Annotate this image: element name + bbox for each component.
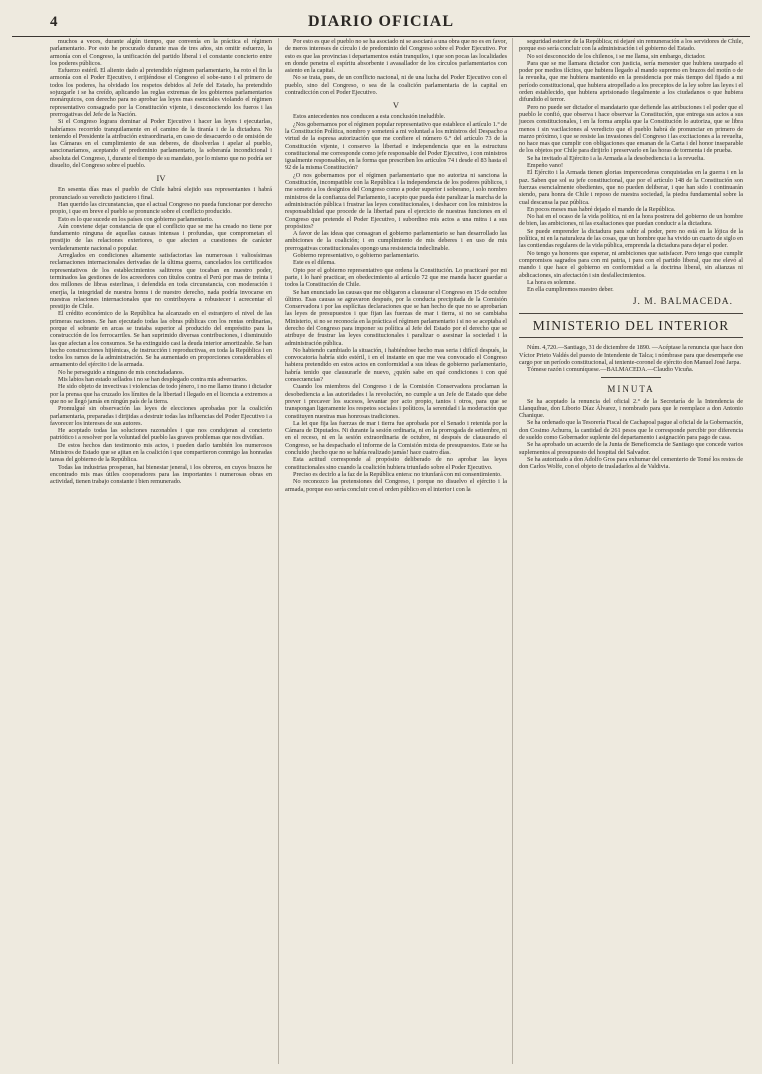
paragraph: Se ha ordenado que la Tesorería Fiscal de Cachapoal pague al oficial de la Gobernación, don Cosimo Achurra, la cantidad de 261 pesos que le corresponde percibir por diferencia de sueldo como Gobernador suplente del departamento i asignación para pago de casa. — [519, 419, 743, 442]
column-1 — [50, 38, 272, 1064]
paragraph: Opto por el gobierno representativo que ordena la Constitución. Lo practicaré por mi parte, i lo haré practicar, en obedecimiento al artículo 72 que me manda hacer guardar a todos la Constitución de Chile. — [285, 266, 507, 289]
paragraph: Estos antecedentes nos conducen a esta conclusión ineludible. — [293, 113, 446, 121]
signature: J. M. BALMACEDA. — [632, 297, 733, 308]
col2-paras — [285, 38, 507, 96]
paragraph: Por esto es que el pueblo no se ha asociado ni se asociará a una obra que no es en favor, de meros intereses de círculo i de predominio del Congreso sobre el Poder Ejecutivo. Por esto es que las provincias i departamentos están tranquilos, i que son pocas las localidades en donde penetra el espíritu absorbente i avasallador de los círculos parlamentarios con asiento en la capital. — [285, 38, 507, 75]
col1-paras — [50, 38, 272, 169]
masthead — [12, 10, 750, 37]
paragraph: Empeño vano! — [527, 162, 564, 170]
paragraph: muchos a veces, durante algún tiempo, que convenía en la práctica el régimen parlamentario. Por esto he procurado durante mas de tres años, sin omitir esfuerzo, la armonía con el Congreso, la unificación del partido liberal i el constante concierto entre los poderes públicos. — [50, 38, 272, 67]
paragraph: A favor de las ideas que consagran el gobierno parlamentario se han desarrollado las ambiciones de la coalición; i en cumplimiento de mis deberes i en uso de mis prerrogativas constitucionales opongo una resistencia indeclinable. — [285, 230, 507, 252]
paragraph: Esto es lo que sucede en los países con gobierno parlamentario. — [58, 215, 214, 223]
paragraph: No habiendo cambiado la situación, i habiéndose hecho mas seria i difícil después, la convocatoria habría sido estéril, i en el instante en que me vea convocado el Congreso habiera pretendido en estos actos en conformidad a sus ideas de gobierno parlamentario, habría tenido que clausurarle de nuevo, ¿quién sabe en qué condiciones i con qué consecuencias? — [285, 346, 507, 384]
paragraph: Promulgué sin observación las leyes de elecciones aprobadas por la coalición parlamentaria, preparadas i dirijidas a destruir todas las influencias del Poder Ejecutivo i a favorecer los intereses de sus autores. — [50, 405, 272, 427]
section-numeral-v: V — [392, 100, 400, 111]
paragraph: No tengo ya honores que esperar, ni ambiciones que satisfacer. Pero tengo que cumplir compromisos sagrados para con mi patria, i para con el partido liberal, que me elevó al mando i que hace el gobierno en conformidad a la doctrina liberal, sin alianzas ni abdicaciones, sin afectación i sin desfallecimientos. — [519, 249, 743, 279]
paragraph: Todas las industrias prosperan, hai bienestar jeneral, i los obreros, en cuyos brazos he encontrado mis mas útiles cooperadores para las importantes i numerosas obras en actividad, tienen trabajo constante i bien remunerado. — [50, 463, 272, 486]
paragraph: He sido objeto de invectivas i violencias de todo jénero, i no me llamo tirano i dictador por la prensa que ha cruzado los límites de la libertad i llegado en el licencia a extremos a que no se llegó jamás en ningún país de la tierra. — [50, 383, 272, 405]
paragraph: No reconozco las pretensiones del Congreso, i porque no disuelvo el ejército i la armada, porque eso sería concluir con el orden público en el interior i con la — [285, 478, 507, 493]
paragraph: La lei que fija las fuerzas de mar i tierra fue aprobada por el Senado i retenida por la Cámara de Diputados. Ni durante la sesión ordinaria, ni en la prorrogada de setiembre, ni en el receso, ni en la sesión extraordinaria de octubre, ni después de clausurado el Congreso, se ha despachado el informe de la Comisión mixta de presupuestos. Este se ha concluido ¡hecho que no se había realizado jamás! hace cuatro días. — [285, 419, 507, 457]
paragraph: En sesenta días mas el pueblo de Chile habrá elejido sus representantes i habrá pronunciado su veredicto justiciero i final. — [50, 186, 272, 201]
paragraph: Pero no puede ser dictador el mandatario que defiende las atribuciones i el poder que el pueblo le confió, que observa i hace observar la Constitución, que entrega sus actos a sus jueces constitucionales, i en la forma amplia que la Constitución lo autoriza, que se libra menos i sin vacilaciones al veredicto que el pueblo habrá de pronunciar en primero de marzo próximo, i que se resiste las invasiones del Congreso i las excitaciones a la revuelta, no hace mas que cumplir con obligaciones que emanan de la Carta i del honor inseparable de los objetos por Chile para dirijirlo i preservarlo en las horas de tormenta i de prueba. — [519, 103, 743, 155]
paragraph: ¿Nos gobernamos por el régimen popular representativo que establece el artículo 1.° de la Constitución Política, nombro y someterá a mi voluntad a los ministros del Despacho a virtud de la espresa autorización que me confiere el número 6.° del artículo 73 de la Constitución vijente, i conservo la libertad e independencia que en la estructura constitucional me corresponde como jefe responsable del Poder Ejecutivo, i con ministros igualmente responsables, en la forma que prescriben los artículos 74 i desde el 83 hasta el 92 de la misma Constitución? — [285, 120, 507, 172]
paragraph: Han querido las circunstancias, que el actual Congreso no pueda funcionar por derecho propio, i que en breve el pueblo se pronuncie sobre el conflicto producido. — [50, 200, 272, 216]
paragraph: Mis labios han estado sellados i no se han desplegado contra mis adversarios. — [58, 376, 248, 384]
col3-paras — [519, 38, 743, 293]
paragraph: De estos hechos dan testimonio mis actos, i pueden darlo también los numerosos Ministros de Estado que se ajitan en la coalición i que compartieron conmigo las honradas tareas del gobierno de la República. — [50, 441, 272, 464]
paragraph: seguridad esterior de la República; ni dejaré sin remuneración a los servidores de Chile, porque eso sería concluir con la administración i el gobierno del Estado. — [519, 38, 743, 53]
paragraph: He aceptado todas las soluciones razonables i que nos condujeran al concierto patriótico i a resolver por la voluntad del pueblo las graves problemas que nos dividían. — [50, 427, 272, 442]
paragraph: El Ejército i la Armada tienen glorias imperecederas conquistadas en la guerra i en la paz. Saben que sol su jefe constitucional, que por el artículo 148 de la Constitución son fuerzas esencialmente obedientes, que no pueden deliberar, i que han sido i continuarán siendo, para honra de Chile i reposo de nuestra sociedad, la piedra fundamental sobre la cual descansa la paz pública. — [519, 169, 743, 206]
paragraph: Aún conviene dejar constancia de que el conflicto que se me ha creado no tiene por fundamento ninguna de aquellas causas intensas i profundas, que comprometan el prestijio de las relaciones exteriores, o que afecten a cuestiones de carácter verdaderamente nacional o popular. — [50, 222, 272, 252]
column-3 — [512, 38, 743, 1064]
paragraph: Se han enunciado las causas que me obligaron a clausurar el Congreso en 15 de octubre último. Esas causas se agravaron después, por la conducta precipitada de la Comisión Conservadora i por las esplícitas declaraciones que se han hecho de que no se aprobarían las leyes de presupuestos i que fijan las fuerzas de mar i tierra, si no se cambiaba Ministerio, si no se reconocía en la práctica el régimen parlamentario i si no se aceptaba el derecho del Congreso para imponer su política al Jefe del Estado por el derecho que se atribuye de frustrar las leyes constitucionales i paralizar o asesinar la sociedad i la administración pública. — [285, 288, 507, 347]
paragraph: No se trata, pues, de un conflicto nacional, ni de una lucha del Poder Ejecutivo con el pueblo, sino del Congreso, o sea de la coalición parlamentaria de la capital en contradicción con el Poder Ejecutivo. — [285, 74, 507, 97]
paragraph: Se puede emprender la dictadura para subir al poder, pero no está en la lójica de la política, ni en la naturaleza de las cosas, que un hombre que ha vivido un cuarto de siglo en las contiendas regulares de la vida pública, emprenda la dictadura para dejar el poder. — [519, 227, 743, 250]
paragraph: Núm. 4,720.—Santiago, 31 de diciembre de 1890. —Acéptase la renuncia que hace don Víctor Prieto Valdés del puesto de Intendente de Talca; i nómbrase para que desempeñe ese cargo por un período constitucional, al teniente-coronel de ejército don Manuel José Jarpa. — [519, 344, 743, 366]
paragraph: En ella cumpliremos nuestro deber. — [527, 286, 614, 294]
paragraph: Preciso es decirlo a la faz de la República entera: no triunfará con mi consentimiento. — [293, 470, 502, 478]
paragraph: Gobierno representativo, o gobierno parlamentario. — [293, 252, 420, 260]
paragraph: Se ha aceptado la renuncia del oficial 2.° de la Secretaría de la Intendencia de Llanquihue, don Liborio Díaz Álvarez, i nombrado para que le reemplace a don Antonio Chanique. — [519, 397, 743, 420]
paragraph: Esfuerzo estéril. El aliento dado al pretendido régimen parlamentario, ha roto el fin la armonía con el Poder Ejecutivo, i erijiéndose el Congreso el sobe-rano i el primero de todos los poderes, ha olvidado los respetos debidos al Jefe del Estado, ha pretendido sojuzgarle i se ha creído, aplicando las reglas extremas de los gobiernos parlamentarios monárquicos, con derecho para no aprobar las leyes mas esenciales violando el régimen representativo consagrado por la Constitución vijente, i desconociendo los fueros i las prerrogativas del Jefe de la Nación. — [50, 67, 272, 118]
minuta-heading: MINUTA — [607, 383, 655, 394]
col3-paras-2 — [519, 344, 743, 373]
paragraph: El crédito económico de la República ha alcanzado en el estranjero el nivel de las primeras naciones. Se han ejecutado todas las obras públicas con los rentas ordinarias, porque el sobrante en arcas se trataba superior al producido del empréstito para la construcción de los ferrocarriles. Se han suprimido diversas contribuciones, i disminuido las que afectan a los consumos. Se ha extinguido casi la deuda interior amortizable. Se han hecho construcciones hijiénicas, de instrucción i reproductivas, en toda la República i en todos los ramos de la administración. Se ha aumentado en proporciones considerables el armamento del ejército i de la armada. — [50, 310, 272, 369]
col3-paras-3 — [519, 398, 743, 471]
paragraph: No he perseguido a ninguno de mis conciudadanos. — [58, 368, 185, 376]
divider — [601, 377, 661, 378]
paragraph: No soi desconocido de los chilenos, i se me llama, sin embargo, dictador. — [527, 52, 706, 60]
section-numeral-iv: IV — [156, 173, 166, 184]
paragraph: Se ha aprobado un acuerdo de la Junta de Beneficencia de Santiago que concede varios suplementos al presupuesto del hospital del Salvador. — [519, 441, 743, 456]
paragraph: No hai en el ocaso de la vida política, ni en la hora postrera del gobierno de un hombre de bien, las ambiciones, ni las exaltaciones que puedan conducir a la dictadura. — [519, 213, 743, 228]
newspaper-title: DIARIO OFICIAL — [307, 13, 454, 30]
col1-paras-2 — [50, 186, 272, 485]
col2-paras-2 — [285, 113, 507, 492]
paragraph: Se ha autorizado a don Adolfo Gros para exhumar del cementerio de Tomé los restos de don Carlos Wolfe, con el objeto de trasladarlos al de Valdivia. — [519, 455, 743, 471]
paragraph: Arreglados en condiciones altamente satisfactorias las numerosas i valiosísimas reclamaciones internacionales derivadas de la última guerra, cancelados los certificados representativos de los establecimientos salitreros que tocaban en nuestro poder, terminados las gestiones de los acreedores con títulos contra el Perú por mas de treinta i dos millones de libras esterlinas, i defendida en toda circunstancia, con moderación i enerjía, la integridad de nuestra honra i de nuestro derecho, nada podría invocarse en nuestras relaciones internacionales que no contribuyera a robustecer i acrecentar el prestijio de Chile. — [50, 252, 272, 311]
paragraph: Este es el dilema. — [293, 259, 336, 267]
paragraph: En pocos meses mas habré dejado el mando de la República. — [527, 205, 676, 213]
paragraph: Si el Congreso lograra dominar al Poder Ejecutivo i hacer las leyes i ejecutarlas, habríamos recorrido tranquilamente en el camino de la tiranía i de la dictadura. No teniendo el Presidente la atribución extraordinaria, en caso de desacuerdo o de omisión de las Cámaras en el cumplimiento de sus deberes, de disolverlas i apelar al pueblo, sancionaríamos, aceptando el predominio parlamentario, la soberanía incondicional i absoluta del Congreso, i, durante el tiempo de su mandato, por lo mismo que no podría ser disuelto, del Congreso sobre el pueblo. — [50, 118, 272, 170]
section-title-ministerio: MINISTERIO DEL INTERIOR — [519, 313, 743, 338]
paragraph: Se ha invitado al Ejército i a la Armada a la desobediencia i a la revuelta. — [527, 154, 705, 162]
column-2 — [278, 38, 507, 1064]
paragraph: Tómese razón i comuníquese.—BALMACEDA.—Claudio Vicuña. — [527, 366, 694, 374]
paragraph: Cuando los miembros del Congreso i de la Comisión Conservadora proclaman la desobediencia a las autoridades i la revolución, no cumple a un Jefe de Estado que debe prever i precaver los sucesos, levantar por acto propio, tantos i otros, para que se transpongan ligeramente los respetos sociales i políticos, la serenidad i la moderación que constituyen nuestras mas honrosas tradiciones. — [285, 383, 507, 420]
paragraph: Para que se me llamara dictador con justicia, sería menester que hubiera usurpado el poder por medios ilícitos, que hubiera llegado al mando supremo en brazos del motín o de la revuelta, que me hubiera mantenido en la presidencia por más tiempo del fijado a mi período constitucional, que hubiera atropellado a los preceptos de la ley sobre las leyes i el orden establecido, que hubiera aprisionado ilegalmente a los ciudadanos o que hubiera difundido el terror. — [519, 59, 743, 104]
paragraph: Esta actitud corresponde al propósito deliberado de no aprobar las leyes constitucionales sino cuando la coalición hubiera triunfado sobre el Poder Ejecutivo. — [285, 456, 507, 471]
paragraph: ¿O nos gobernamos por el régimen parlamentario que no autoriza ni sanciona la Constitución, incompatible con la República i la independencia de los poderes públicos, i me someto a los designios del Congreso como a poder superior i soberano, i solo nombro ministros de la confianza del Parlamento, i acepto que pueda éste paralizar la marcha de la administración pública i frustrar las leyes constitucionales, i deshacer con los ministros la responsabilidad que procede de la libertad para el ejercicio de nuestras funciones en el Congreso que pretende el Poder Ejecutivo, i subordino mis actos a una mitra i a sus propósitos? — [285, 171, 507, 230]
paragraph: La hora es solemne. — [527, 278, 576, 286]
page-number: 4 — [50, 14, 58, 30]
text-columns — [50, 38, 748, 1064]
